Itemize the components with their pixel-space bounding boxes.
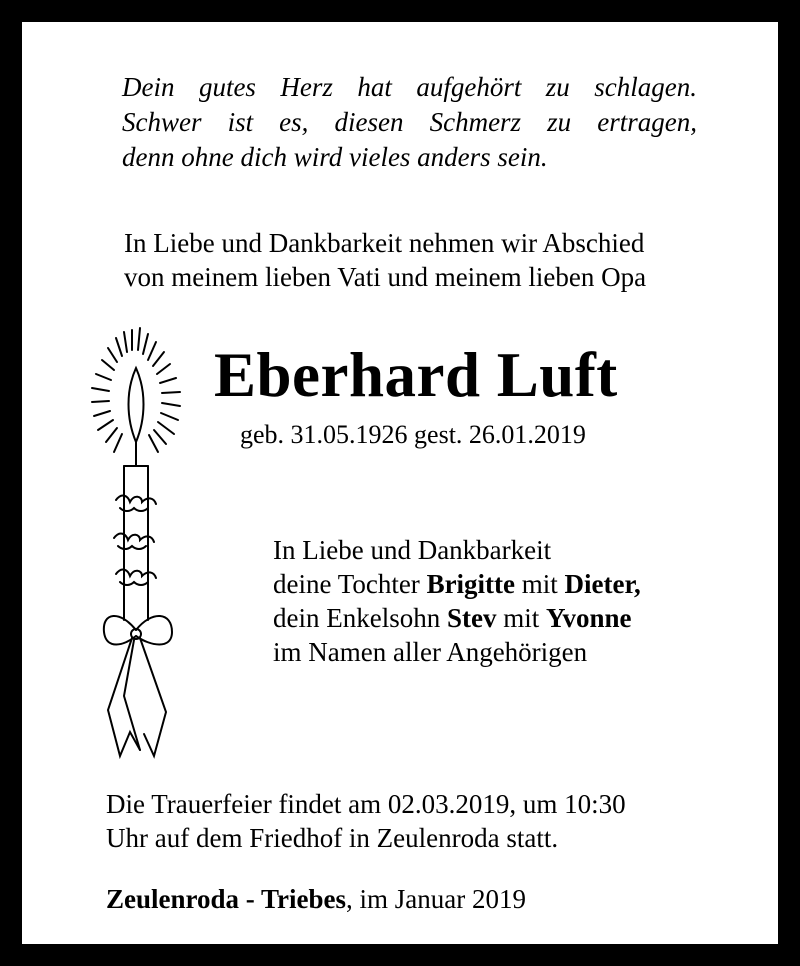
- poem-line-1: Dein gutes Herz hat aufgehört zu schlagen.: [122, 72, 697, 102]
- intro-text: [124, 226, 646, 294]
- mourner-name-brigitte: Brigitte: [426, 569, 516, 599]
- mourners-line-2-prefix: deine Tochter: [273, 569, 427, 599]
- candle-icon: [80, 320, 200, 770]
- mourners-line-1: In Liebe und Dankbarkeit: [273, 535, 552, 565]
- intro-line-2: von meinem lieben Vati und meinem lieben Opa: [124, 262, 647, 292]
- mourners-line-4: im Namen aller Angehörigen: [273, 637, 588, 667]
- mourners-line-3: [273, 601, 641, 635]
- mourner-name-dieter: Dieter,: [564, 569, 641, 599]
- mourners-line-2-mid: mit: [515, 569, 565, 599]
- mourner-name-yvonne: Yvonne: [546, 603, 632, 633]
- deceased-name: Eberhard Luft: [214, 340, 618, 410]
- mourners: [273, 533, 641, 669]
- mourners-line-3-mid: mit: [496, 603, 546, 633]
- intro-line-1: In Liebe und Dankbarkeit nehmen wir Abschied: [124, 228, 645, 258]
- mourner-name-stev: Stev: [446, 603, 497, 633]
- poem: [122, 70, 697, 175]
- place-separator: -: [239, 884, 262, 914]
- poem-line-3: denn ohne dich wird vieles anders sein.: [122, 142, 548, 172]
- place-date: [106, 882, 526, 916]
- funeral-line-2: Uhr auf dem Friedhof in Zeulenroda statt.: [106, 823, 559, 853]
- place-city-b: Triebes: [261, 884, 347, 914]
- place-date-text: , im Januar 2019: [346, 884, 527, 914]
- poem-line-2: Schwer ist es, diesen Schmerz zu ertragen,: [122, 107, 697, 137]
- funeral-line-1: Die Trauerfeier findet am 02.03.2019, um 10:30: [106, 789, 626, 819]
- funeral-notice: [106, 787, 626, 855]
- life-dates: geb. 31.05.1926 gest. 26.01.2019: [240, 420, 586, 449]
- place-city-a: Zeulenroda: [106, 884, 240, 914]
- mourners-line-3-prefix: dein Enkelsohn: [273, 603, 447, 633]
- mourners-line-2: [273, 567, 641, 601]
